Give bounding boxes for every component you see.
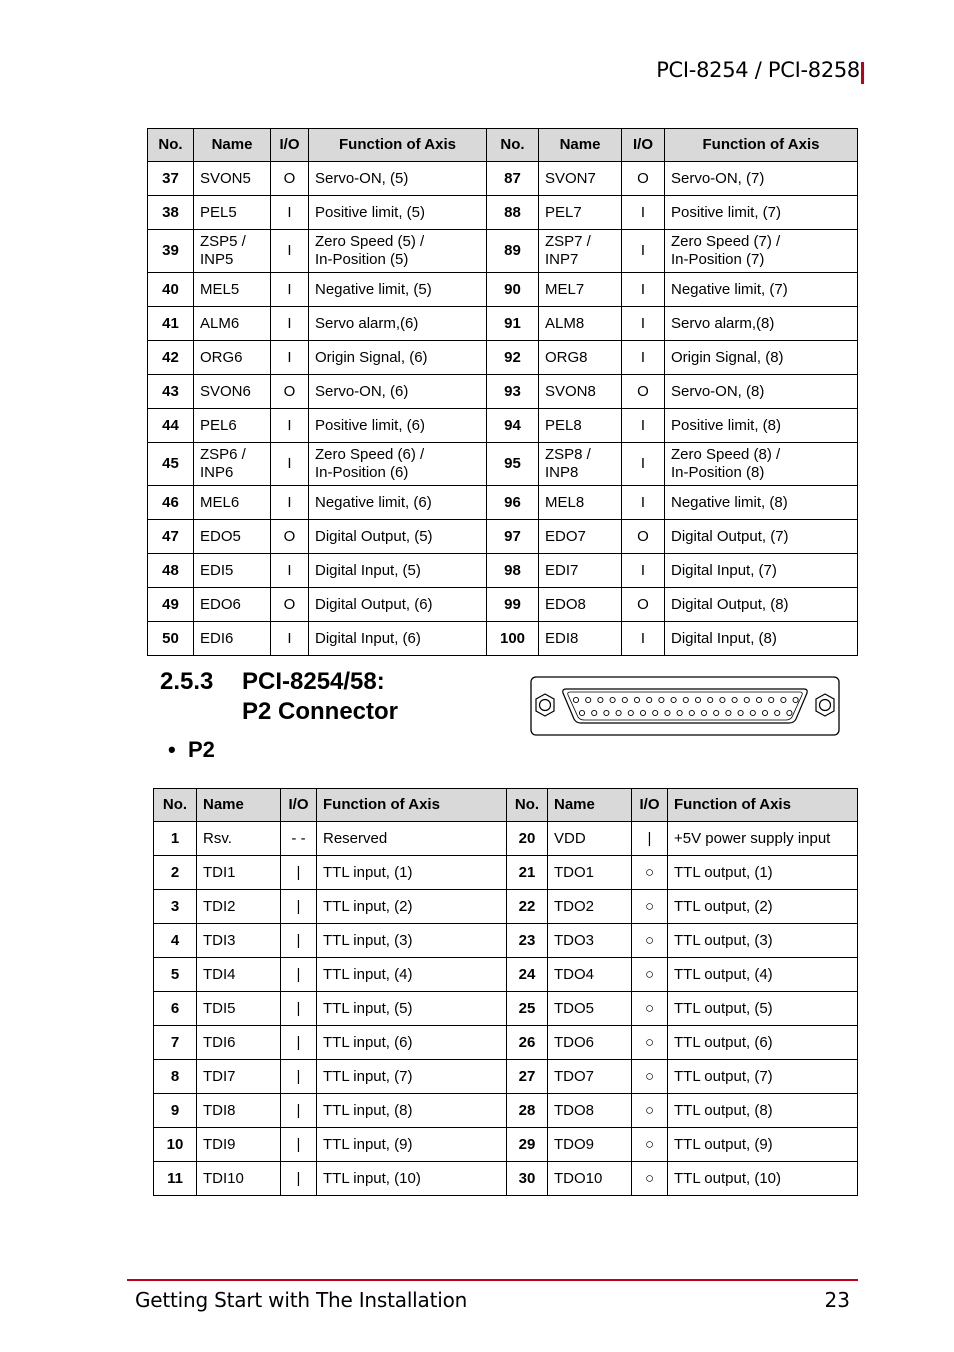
table-row xyxy=(154,958,858,992)
io-direction-cell: O xyxy=(271,375,309,409)
io-direction-cell: I xyxy=(271,554,309,588)
pin-number-cell: 23 xyxy=(507,924,548,958)
function-description-cell: Positive limit, (8) xyxy=(665,409,858,443)
pin-number-cell: 100 xyxy=(487,622,539,656)
table-row xyxy=(148,443,858,486)
pin-number-cell: 92 xyxy=(487,341,539,375)
pin-number-cell: 9 xyxy=(154,1094,197,1128)
table-row xyxy=(148,341,858,375)
function-description-cell: TTL input, (6) xyxy=(317,1026,507,1060)
signal-name-cell: TDO7 xyxy=(548,1060,632,1094)
col-header-no: No. xyxy=(148,129,194,162)
bullet-label: P2 xyxy=(187,737,215,762)
io-direction-cell: O xyxy=(622,520,665,554)
signal-name-cell: EDO7 xyxy=(539,520,622,554)
signal-name-cell: SVON6 xyxy=(194,375,271,409)
io-direction-cell: O xyxy=(622,162,665,196)
pin-number-cell: 41 xyxy=(148,307,194,341)
function-description-cell: Servo-ON, (5) xyxy=(309,162,487,196)
pin-number-cell: 87 xyxy=(487,162,539,196)
signal-name-cell: TDI7 xyxy=(197,1060,281,1094)
signal-name-cell: TDO10 xyxy=(548,1162,632,1196)
io-direction-cell: I xyxy=(622,554,665,588)
col-header-function: Function of Axis xyxy=(668,789,858,822)
table-row xyxy=(148,196,858,230)
pin-number-cell: 11 xyxy=(154,1162,197,1196)
signal-name-cell: TDO1 xyxy=(548,856,632,890)
col-header-name: Name xyxy=(194,129,271,162)
signal-name-cell: PEL6 xyxy=(194,409,271,443)
signal-name-cell: TDO3 xyxy=(548,924,632,958)
function-description-cell: TTL output, (7) xyxy=(668,1060,858,1094)
signal-name-cell: TDO8 xyxy=(548,1094,632,1128)
pin-number-cell: 6 xyxy=(154,992,197,1026)
function-description-cell: TTL input, (1) xyxy=(317,856,507,890)
io-direction-cell: I xyxy=(622,486,665,520)
io-direction-cell: I xyxy=(271,409,309,443)
signal-name-cell: SVON8 xyxy=(539,375,622,409)
io-direction-cell: I xyxy=(622,196,665,230)
pin-number-cell: 88 xyxy=(487,196,539,230)
io-direction-cell: I xyxy=(271,622,309,656)
table-row xyxy=(148,520,858,554)
io-direction-cell: I xyxy=(622,443,665,486)
io-direction-cell: | xyxy=(281,958,317,992)
table-row xyxy=(154,1128,858,1162)
table-row xyxy=(154,1094,858,1128)
signal-name-cell: EDO8 xyxy=(539,588,622,622)
function-description-cell: Digital Input, (7) xyxy=(665,554,858,588)
function-description-cell: Negative limit, (7) xyxy=(665,273,858,307)
pin-number-cell: 5 xyxy=(154,958,197,992)
pin-number-cell: 48 xyxy=(148,554,194,588)
io-direction-cell: | xyxy=(281,856,317,890)
io-direction-cell: | xyxy=(281,890,317,924)
table-row xyxy=(154,1026,858,1060)
io-direction-cell: ○ xyxy=(632,924,668,958)
pin-number-cell: 95 xyxy=(487,443,539,486)
pin-number-cell: 42 xyxy=(148,341,194,375)
io-direction-cell: O xyxy=(271,162,309,196)
col-header-io: I/O xyxy=(622,129,665,162)
function-description-cell: TTL output, (10) xyxy=(668,1162,858,1196)
connector-shell xyxy=(531,677,839,735)
signal-name-cell: TDI9 xyxy=(197,1128,281,1162)
io-direction-cell: ○ xyxy=(632,856,668,890)
table-row xyxy=(154,1162,858,1196)
signal-name-cell: EDO5 xyxy=(194,520,271,554)
signal-name-cell: TDO2 xyxy=(548,890,632,924)
io-direction-cell: I xyxy=(622,307,665,341)
page-number: 23 xyxy=(824,1288,850,1312)
col-header-name: Name xyxy=(539,129,622,162)
table-row xyxy=(154,890,858,924)
function-description-cell: TTL input, (5) xyxy=(317,992,507,1026)
io-direction-cell: | xyxy=(281,1026,317,1060)
table-row xyxy=(148,622,858,656)
pin-number-cell: 7 xyxy=(154,1026,197,1060)
function-description-cell: Servo-ON, (8) xyxy=(665,375,858,409)
function-description-cell: Servo alarm,(6) xyxy=(309,307,487,341)
signal-name-cell: MEL8 xyxy=(539,486,622,520)
signal-name-cell: SVON7 xyxy=(539,162,622,196)
signal-name-cell: MEL6 xyxy=(194,486,271,520)
function-description-cell: Servo-ON, (7) xyxy=(665,162,858,196)
io-direction-cell: ○ xyxy=(632,992,668,1026)
function-description-cell: TTL input, (10) xyxy=(317,1162,507,1196)
io-direction-cell: ○ xyxy=(632,1026,668,1060)
signal-name-cell: TDI4 xyxy=(197,958,281,992)
io-direction-cell: I xyxy=(622,409,665,443)
signal-name-cell: ORG8 xyxy=(539,341,622,375)
signal-name-cell: EDI6 xyxy=(194,622,271,656)
signal-name-cell: EDI5 xyxy=(194,554,271,588)
col-header-no: No. xyxy=(154,789,197,822)
io-direction-cell: O xyxy=(622,588,665,622)
signal-name-cell: TDI5 xyxy=(197,992,281,1026)
table-row xyxy=(154,992,858,1026)
function-description-cell: +5V power supply input xyxy=(668,822,858,856)
function-description-cell: Servo alarm,(8) xyxy=(665,307,858,341)
table-row xyxy=(148,588,858,622)
table-row xyxy=(148,162,858,196)
table-row xyxy=(148,273,858,307)
section-title-line1: PCI-8254/58: xyxy=(242,668,385,695)
header-accent-bar xyxy=(861,62,864,84)
signal-name-cell: PEL7 xyxy=(539,196,622,230)
section-number: 2.5.3 xyxy=(160,668,214,695)
signal-name-cell: ZSP6 / INP6 xyxy=(194,443,271,486)
table-row xyxy=(154,924,858,958)
pin-number-cell: 8 xyxy=(154,1060,197,1094)
footer-rule xyxy=(127,1279,858,1281)
pin-number-cell: 10 xyxy=(154,1128,197,1162)
function-description-cell: TTL input, (9) xyxy=(317,1128,507,1162)
signal-name-cell: SVON5 xyxy=(194,162,271,196)
signal-name-cell: ALM6 xyxy=(194,307,271,341)
function-description-cell: Zero Speed (7) / In-Position (7) xyxy=(665,230,858,273)
function-description-cell: Negative limit, (8) xyxy=(665,486,858,520)
io-direction-cell: I xyxy=(271,273,309,307)
pin-number-cell: 38 xyxy=(148,196,194,230)
pin-number-cell: 29 xyxy=(507,1128,548,1162)
signal-name-cell: ZSP7 / INP7 xyxy=(539,230,622,273)
col-header-io: I/O xyxy=(271,129,309,162)
signal-name-cell: ZSP5 / INP5 xyxy=(194,230,271,273)
function-description-cell: Servo-ON, (6) xyxy=(309,375,487,409)
function-description-cell: Positive limit, (7) xyxy=(665,196,858,230)
pin-number-cell: 2 xyxy=(154,856,197,890)
table-header-row xyxy=(148,129,858,162)
pin-number-cell: 3 xyxy=(154,890,197,924)
p1-pin-table xyxy=(147,128,858,656)
io-direction-cell: I xyxy=(271,196,309,230)
signal-name-cell: TDI8 xyxy=(197,1094,281,1128)
table-row xyxy=(148,230,858,273)
io-direction-cell: ○ xyxy=(632,958,668,992)
function-description-cell: TTL output, (2) xyxy=(668,890,858,924)
function-description-cell: TTL input, (4) xyxy=(317,958,507,992)
function-description-cell: Reserved xyxy=(317,822,507,856)
function-description-cell: Digital Output, (8) xyxy=(665,588,858,622)
io-direction-cell: ○ xyxy=(632,1128,668,1162)
function-description-cell: Digital Input, (8) xyxy=(665,622,858,656)
signal-name-cell: TDI1 xyxy=(197,856,281,890)
function-description-cell: TTL output, (9) xyxy=(668,1128,858,1162)
pin-number-cell: 50 xyxy=(148,622,194,656)
table-row xyxy=(154,856,858,890)
pin-number-cell: 49 xyxy=(148,588,194,622)
footer-chapter-title: Getting Start with The Installation xyxy=(135,1288,468,1312)
table-row xyxy=(148,307,858,341)
io-direction-cell: I xyxy=(622,622,665,656)
signal-name-cell: TDO9 xyxy=(548,1128,632,1162)
io-direction-cell: I xyxy=(271,341,309,375)
function-description-cell: Negative limit, (6) xyxy=(309,486,487,520)
pin-number-cell: 20 xyxy=(507,822,548,856)
signal-name-cell: MEL7 xyxy=(539,273,622,307)
pin-number-cell: 30 xyxy=(507,1162,548,1196)
signal-name-cell: TDO4 xyxy=(548,958,632,992)
io-direction-cell: | xyxy=(281,1128,317,1162)
signal-name-cell: MEL5 xyxy=(194,273,271,307)
pin-number-cell: 97 xyxy=(487,520,539,554)
function-description-cell: TTL input, (3) xyxy=(317,924,507,958)
io-direction-cell: I xyxy=(271,486,309,520)
table-row xyxy=(148,554,858,588)
function-description-cell: Digital Output, (6) xyxy=(309,588,487,622)
io-direction-cell: O xyxy=(271,520,309,554)
table-row xyxy=(154,822,858,856)
io-direction-cell: ○ xyxy=(632,890,668,924)
pin-number-cell: 45 xyxy=(148,443,194,486)
function-description-cell: Digital Output, (7) xyxy=(665,520,858,554)
pin-number-cell: 47 xyxy=(148,520,194,554)
pin-number-cell: 98 xyxy=(487,554,539,588)
bullet-item: • P2 xyxy=(168,737,215,762)
function-description-cell: Zero Speed (5) / In-Position (5) xyxy=(309,230,487,273)
signal-name-cell: VDD xyxy=(548,822,632,856)
signal-name-cell: PEL5 xyxy=(194,196,271,230)
function-description-cell: TTL input, (2) xyxy=(317,890,507,924)
io-direction-cell: | xyxy=(281,1162,317,1196)
pin-number-cell: 21 xyxy=(507,856,548,890)
io-direction-cell: | xyxy=(281,1060,317,1094)
function-description-cell: TTL output, (5) xyxy=(668,992,858,1026)
pin-number-cell: 26 xyxy=(507,1026,548,1060)
section-heading xyxy=(160,668,385,696)
db37-connector-drawing xyxy=(530,676,842,738)
function-description-cell: Digital Output, (5) xyxy=(309,520,487,554)
col-header-function: Function of Axis xyxy=(309,129,487,162)
signal-name-cell: EDI8 xyxy=(539,622,622,656)
col-header-no: No. xyxy=(507,789,548,822)
function-description-cell: TTL output, (1) xyxy=(668,856,858,890)
pin-number-cell: 93 xyxy=(487,375,539,409)
table-row xyxy=(148,486,858,520)
io-direction-cell: O xyxy=(271,588,309,622)
signal-name-cell: TDO6 xyxy=(548,1026,632,1060)
io-direction-cell: I xyxy=(622,273,665,307)
function-description-cell: Origin Signal, (6) xyxy=(309,341,487,375)
function-description-cell: Positive limit, (5) xyxy=(309,196,487,230)
pin-number-cell: 37 xyxy=(148,162,194,196)
function-description-cell: TTL output, (4) xyxy=(668,958,858,992)
col-header-name: Name xyxy=(548,789,632,822)
io-direction-cell: | xyxy=(281,992,317,1026)
table-header-row xyxy=(154,789,858,822)
signal-name-cell: ORG6 xyxy=(194,341,271,375)
signal-name-cell: TDO5 xyxy=(548,992,632,1026)
io-direction-cell: ○ xyxy=(632,1060,668,1094)
io-direction-cell: - - xyxy=(281,822,317,856)
table-row xyxy=(148,409,858,443)
io-direction-cell: O xyxy=(622,375,665,409)
pin-number-cell: 28 xyxy=(507,1094,548,1128)
function-description-cell: TTL output, (3) xyxy=(668,924,858,958)
pin-number-cell: 22 xyxy=(507,890,548,924)
function-description-cell: TTL input, (7) xyxy=(317,1060,507,1094)
col-header-function: Function of Axis xyxy=(317,789,507,822)
io-direction-cell: I xyxy=(271,307,309,341)
function-description-cell: Negative limit, (5) xyxy=(309,273,487,307)
table-row xyxy=(148,375,858,409)
io-direction-cell: ○ xyxy=(632,1162,668,1196)
io-direction-cell: | xyxy=(281,924,317,958)
pin-number-cell: 39 xyxy=(148,230,194,273)
pin-number-cell: 43 xyxy=(148,375,194,409)
io-direction-cell: ○ xyxy=(632,1094,668,1128)
signal-name-cell: TDI6 xyxy=(197,1026,281,1060)
function-description-cell: Positive limit, (6) xyxy=(309,409,487,443)
signal-name-cell: TDI10 xyxy=(197,1162,281,1196)
pin-number-cell: 96 xyxy=(487,486,539,520)
pin-number-cell: 40 xyxy=(148,273,194,307)
pin-number-cell: 24 xyxy=(507,958,548,992)
function-description-cell: TTL output, (8) xyxy=(668,1094,858,1128)
signal-name-cell: Rsv. xyxy=(197,822,281,856)
signal-name-cell: EDO6 xyxy=(194,588,271,622)
signal-name-cell: TDI2 xyxy=(197,890,281,924)
pin-number-cell: 91 xyxy=(487,307,539,341)
col-header-io: I/O xyxy=(632,789,668,822)
signal-name-cell: EDI7 xyxy=(539,554,622,588)
pin-number-cell: 27 xyxy=(507,1060,548,1094)
signal-name-cell: PEL8 xyxy=(539,409,622,443)
col-header-name: Name xyxy=(197,789,281,822)
signal-name-cell: ZSP8 / INP8 xyxy=(539,443,622,486)
col-header-io: I/O xyxy=(281,789,317,822)
pin-number-cell: 44 xyxy=(148,409,194,443)
io-direction-cell: I xyxy=(271,443,309,486)
pin-number-cell: 46 xyxy=(148,486,194,520)
io-direction-cell: I xyxy=(622,230,665,273)
pin-number-cell: 1 xyxy=(154,822,197,856)
signal-name-cell: TDI3 xyxy=(197,924,281,958)
io-direction-cell: | xyxy=(281,1094,317,1128)
p2-pin-table xyxy=(153,788,858,1196)
page-header-title: PCI-8254 / PCI-8258 xyxy=(656,58,860,82)
section-title-line2: P2 Connector xyxy=(242,698,399,725)
col-header-no: No. xyxy=(487,129,539,162)
table-row xyxy=(154,1060,858,1094)
pin-number-cell: 99 xyxy=(487,588,539,622)
function-description-cell: Digital Input, (5) xyxy=(309,554,487,588)
function-description-cell: TTL output, (6) xyxy=(668,1026,858,1060)
io-direction-cell: I xyxy=(271,230,309,273)
function-description-cell: Origin Signal, (8) xyxy=(665,341,858,375)
pin-number-cell: 94 xyxy=(487,409,539,443)
function-description-cell: TTL input, (8) xyxy=(317,1094,507,1128)
pin-number-cell: 89 xyxy=(487,230,539,273)
function-description-cell: Zero Speed (6) / In-Position (6) xyxy=(309,443,487,486)
pin-number-cell: 90 xyxy=(487,273,539,307)
pin-number-cell: 25 xyxy=(507,992,548,1026)
io-direction-cell: | xyxy=(632,822,668,856)
io-direction-cell: I xyxy=(622,341,665,375)
col-header-function: Function of Axis xyxy=(665,129,858,162)
pin-number-cell: 4 xyxy=(154,924,197,958)
function-description-cell: Digital Input, (6) xyxy=(309,622,487,656)
signal-name-cell: ALM8 xyxy=(539,307,622,341)
function-description-cell: Zero Speed (8) / In-Position (8) xyxy=(665,443,858,486)
